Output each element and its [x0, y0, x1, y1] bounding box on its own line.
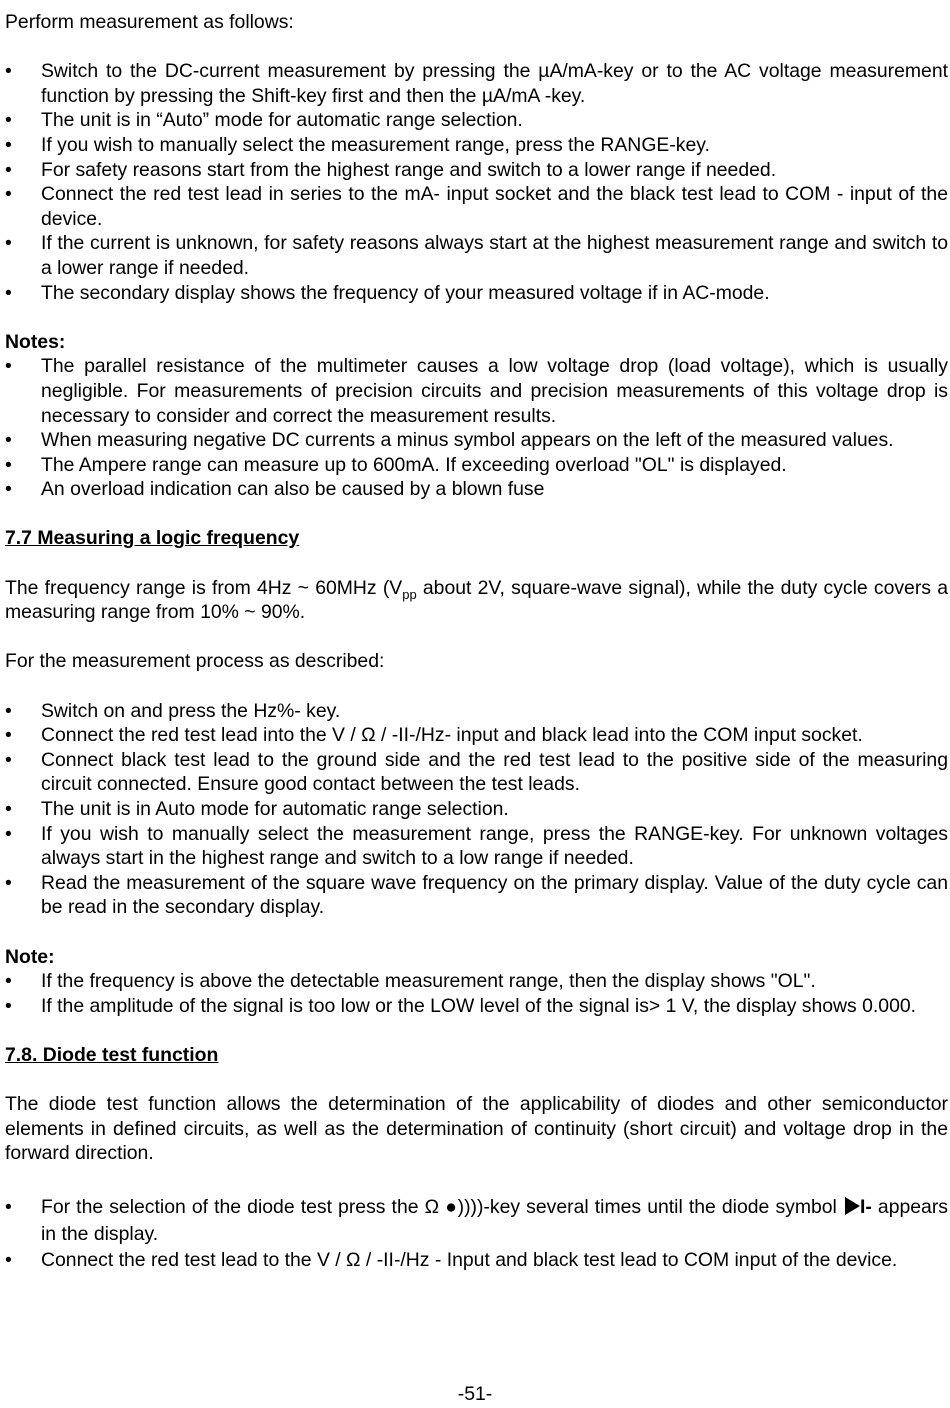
list-item: • For the selection of the diode test press the Ω ●))))-key several times until the diode symbol I- appears in the display.	[5, 1194, 948, 1248]
list-item: • Read the measurement of the square wave frequency on the primary display. Value of the duty cycle can be read in the secondary display.	[5, 871, 948, 920]
list-item: • If the frequency is above the detectable measurement range, then the display shows "OL".	[5, 969, 948, 994]
list-item: • Connect black test lead to the ground side and the red test lead to the positive side of the measuring circuit connected. Ensure good contact between the test leads.	[5, 748, 948, 797]
list-item: • If you wish to manually select the measurement range, press the RANGE-key.	[5, 133, 948, 158]
notes-heading: Notes:	[5, 330, 66, 353]
section-heading-7-7: 7.7 Measuring a logic frequency	[5, 527, 300, 550]
list-item: • If the current is unknown, for safety reasons always start at the highest measurement range and switch to a lower range if needed.	[5, 231, 948, 280]
list-item: • The unit is in Auto mode for automatic range selection.	[5, 797, 948, 822]
steps-list	[5, 59, 948, 305]
page-number: -51-	[457, 1383, 493, 1405]
list-item: • If the amplitude of the signal is too low or the LOW level of the signal is> 1 V, the display shows 0.000.	[5, 994, 948, 1019]
diode-icon	[845, 1197, 860, 1215]
notes-list	[5, 354, 948, 502]
list-item: • Switch on and press the Hz%- key.	[5, 699, 948, 724]
list-item: • Switch to the DC-current measurement by pressing the µA/mA-key or to the AC voltage measurement function by pressing the Shift-key first and then the µA/mA -key.	[5, 59, 948, 108]
diode-steps-list	[5, 1194, 948, 1273]
frequency-steps-list	[5, 699, 948, 920]
list-item: • An overload indication can also be caused by a blown fuse	[5, 477, 948, 502]
section-heading-7-8: 7.8. Diode test function	[5, 1043, 219, 1066]
list-item: • The unit is in “Auto” mode for automatic range selection.	[5, 108, 948, 133]
note-heading: Note:	[5, 945, 55, 968]
process-text: For the measurement process as described:	[5, 650, 385, 673]
frequency-notes-list	[5, 969, 948, 1018]
list-item: • If you wish to manually select the measurement range, press the RANGE-key. For unknown voltages always start in the highest range and switch to a low range if needed.	[5, 822, 948, 871]
list-item: • The Ampere range can measure up to 600mA. If exceeding overload "OL" is displayed.	[5, 453, 948, 478]
document-page	[5, 10, 948, 1273]
list-item: • Connect the red test lead to the V / Ω / -II-/Hz - Input and black test lead to COM input of the device.	[5, 1248, 948, 1273]
diode-symbol: I-	[843, 1196, 872, 1218]
list-item: • For safety reasons start from the highest range and switch to a lower range if needed.	[5, 158, 948, 183]
frequency-paragraph: The frequency range is from 4Hz ~ 60MHz ($V_{pp}$ about 2V, square-wave signal), while the duty cycle covers a measuring range from 10% ~ 90%.	[5, 576, 948, 624]
intro-text: Perform measurement as follows:	[5, 11, 294, 33]
list-item: • Connect the red test lead in series to the mA- input socket and the black test lead to COM - input of the device.	[5, 182, 948, 231]
diode-paragraph: The diode test function allows the determination of the applicability of diodes and other semiconductor elements in defined circuits, as well as the determination of continuity (short circuit) and voltage drop in the forward direction.	[5, 1093, 948, 1165]
list-item: • When measuring negative DC currents a minus symbol appears on the left of the measured values.	[5, 428, 948, 453]
list-item: • The parallel resistance of the multimeter causes a low voltage drop (load voltage), which is usually negligible. For measurements of precision circuits and precision measurements of this voltage drop is necessary to consider and correct the measurement results.	[5, 354, 948, 428]
list-item: • The secondary display shows the frequency of your measured voltage if in AC-mode.	[5, 281, 948, 306]
list-item: • Connect the red test lead into the V / Ω / -II-/Hz- input and black lead into the COM input socket.	[5, 723, 948, 748]
